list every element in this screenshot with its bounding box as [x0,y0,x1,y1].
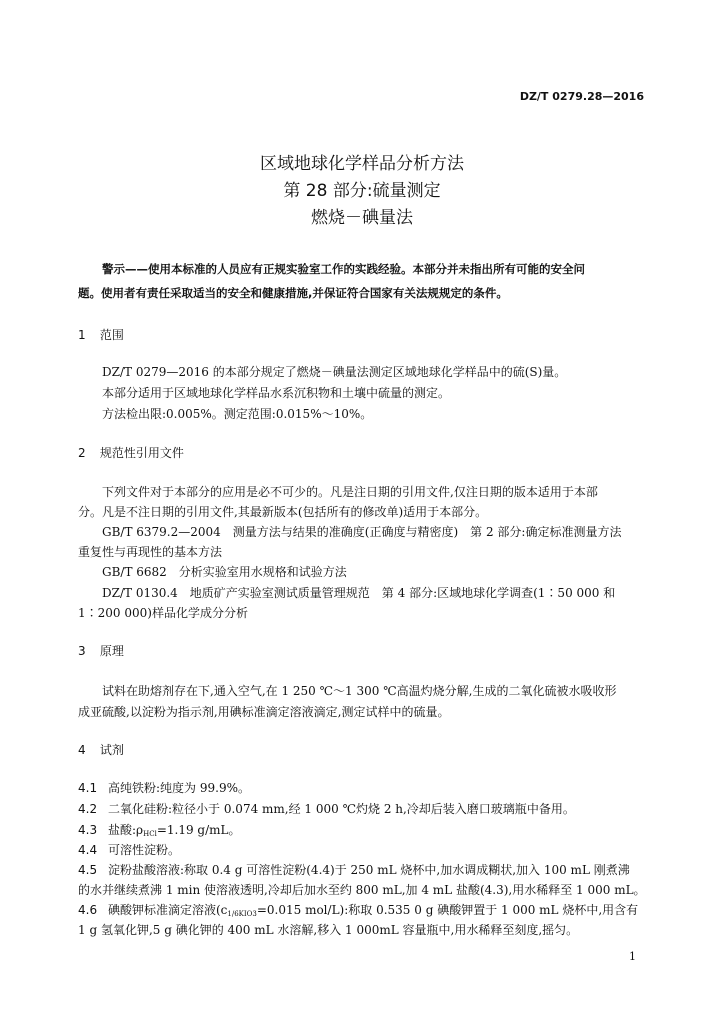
section-title: 原理 [99,644,124,658]
reagent-number: 4.3 [78,823,98,837]
refs-intro-line-2: 分。凡是不注日期的引用文件,其最新版本(包括所有的修改单)适用于本部分。 [78,505,488,519]
reagent-item [78,821,240,838]
subscript: HCl [143,830,157,838]
title-line-2: 第 28 部分:硫量测定 [283,181,441,201]
reagent-continuation: 的水并继续煮沸 1 min 使溶液透明,冷却后加水至约 800 mL,加 4 mL 盐酸(4.3),用水稀释至 1 000 mL。 [78,883,646,897]
reagent-text: 可溶性淀粉。 [108,843,181,857]
reagent-number: 4.5 [78,863,98,877]
section-title: 试剂 [99,743,124,757]
reagent-item [78,779,250,796]
principle-line-1: 试料在助熔剂存在下,通入空气,在 1 250 ℃～1 300 ℃高温灼烧分解,生成的二氧化硫被水吸收形 [102,684,617,698]
warning-line-2: 题。使用者有责任采取适当的安全和健康措施,并保证符合国家有关法规规定的条件。 [78,286,508,300]
title-line-1: 区域地球化学样品分析方法 [260,154,464,174]
ref-3-line-2: 1∶200 000)样品化学成分分析 [78,606,248,620]
reagent-number: 4.6 [78,903,98,917]
reagent-item [78,861,630,878]
ref-3-line-1: DZ/T 0130.4 地质矿产实验室测试质量管理规范 第 4 部分:区域地球化学调查(1∶50 000 和 [102,586,616,600]
reagent-number: 4.4 [78,843,98,857]
reagent-continuation: 1 g 氢氧化钾,5 g 碘化钾的 400 mL 水溶解,移入 1 000mL 容量瓶中,用水稀释至刻度,摇匀。 [78,923,579,937]
section-number: 4 [78,743,86,757]
reagent-text: 盐酸:ρ [108,823,144,837]
section-number: 2 [78,446,86,460]
reagent-text: 高纯铁粉:纯度为 99.9%。 [108,781,250,795]
reagent-item [78,841,180,858]
section-title: 范围 [99,328,124,342]
scope-paragraph-1: DZ/T 0279—2016 的本部分规定了燃烧－碘量法测定区域地球化学样品中的硫(S)量。 [102,365,567,379]
section-1-heading [78,326,124,343]
ref-1-line-1: GB/T 6379.2—2004 测量方法与结果的准确度(正确度与精密度) 第 2 部分:确定标准测量方法 [102,525,622,539]
title-line-3: 燃烧－碘量法 [311,208,413,228]
ref-2: GB/T 6682 分析实验室用水规格和试验方法 [102,565,347,579]
reagent-text: 二氧化硅粉:粒径小于 0.074 mm,经 1 000 ℃灼烧 2 h,冷却后装入磨口玻璃瓶中备用。 [108,802,575,816]
refs-intro-line-1: 下列文件对于本部分的应用是必不可少的。凡是注日期的引用文件,仅注日期的版本适用于本部 [102,485,598,499]
header-code: DZ/T 0279.28—2016 [519,90,644,103]
section-title: 规范性引用文件 [99,446,184,460]
section-4-heading [78,741,124,758]
subscript: 1/6KIO3 [227,910,257,918]
scope-paragraph-3: 方法检出限:0.005%。测定范围:0.015%～10%。 [102,407,373,421]
reagent-number: 4.2 [78,802,98,816]
reagent-item [78,901,638,918]
page-number: 1 [629,950,636,963]
reagent-number: 4.1 [78,781,98,795]
reagent-text: 淀粉盐酸溶液:称取 0.4 g 可溶性淀粉(4.4)于 250 mL 烧杯中,加水调成糊状,加入 100 mL 刚煮沸 [108,863,630,877]
reagent-text: 碘酸钾标准滴定溶液(c [108,903,228,917]
reagent-item [78,800,575,817]
section-3-heading [78,642,124,659]
scope-paragraph-2: 本部分适用于区域地球化学样品水系沉积物和土壤中硫量的测定。 [102,386,451,400]
principle-line-2: 成亚硫酸,以淀粉为指示剂,用碘标准滴定溶液滴定,测定试样中的硫量。 [78,705,450,719]
section-2-heading [78,444,184,461]
ref-1-line-2: 重复性与再现性的基本方法 [78,545,223,559]
reagent-text-cont: =1.19 g/mL。 [156,823,241,837]
section-number: 3 [78,644,86,658]
warning-line-1: 警示——使用本标准的人员应有正规实验室工作的实践经验。本部分并未指出所有可能的安全问 [102,262,585,276]
reagent-text-cont: =0.015 mol/L):称取 0.535 0 g 碘酸钾置于 1 000 mL 烧杯中,用含有 [256,903,639,917]
section-number: 1 [78,328,86,342]
